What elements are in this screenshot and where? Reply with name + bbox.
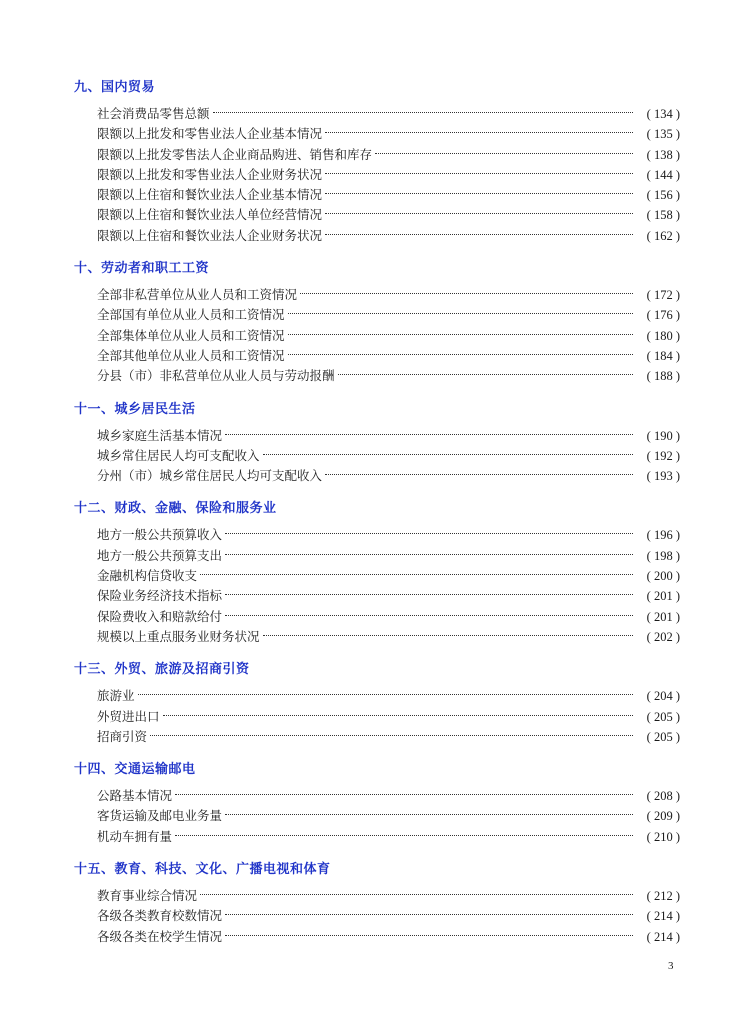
dot-leader	[325, 179, 633, 199]
entry-page-number: ( 188 )	[646, 369, 680, 384]
dot-leader	[288, 320, 633, 340]
entry-page-number: ( 205 )	[646, 709, 680, 724]
toc-sections	[74, 78, 680, 944]
entry-label: 地方一般公共预算支出	[97, 547, 223, 563]
dot-leader	[200, 560, 633, 580]
entry-label: 各级各类在校学生情况	[97, 928, 223, 944]
toc-entry[interactable]	[74, 701, 680, 724]
toc-section	[74, 259, 680, 384]
entry-page-number: ( 144 )	[646, 167, 680, 182]
entry-page-number: ( 214 )	[646, 909, 680, 924]
entry-page-number: ( 198 )	[646, 548, 680, 563]
toc-entry[interactable]	[74, 519, 680, 543]
entry-label: 全部其他单位从业人员和工资情况	[97, 347, 285, 363]
dot-leader	[175, 821, 633, 841]
entry-label: 限额以上批发零售法人企业商品购进、销售和库存	[97, 146, 373, 162]
dot-leader	[175, 780, 633, 800]
dot-leader	[225, 900, 633, 920]
dot-leader	[163, 701, 633, 721]
dot-leader	[375, 139, 633, 159]
entry-label: 限额以上批发和零售业法人企业基本情况	[97, 126, 323, 142]
dot-leader	[225, 601, 633, 621]
entry-page-number: ( 212 )	[646, 889, 680, 904]
dot-leader	[138, 680, 633, 700]
table-of-contents	[74, 78, 680, 960]
dot-leader	[325, 220, 633, 240]
entry-page-number: ( 184 )	[646, 348, 680, 363]
entry-label: 外贸进出口	[97, 708, 160, 724]
entry-page-number: ( 190 )	[646, 428, 680, 443]
section-title[interactable]: 十、劳动者和职工工资	[74, 261, 210, 277]
section-title[interactable]: 十一、城乡居民生活	[74, 401, 196, 417]
section-title[interactable]: 十三、外贸、旅游及招商引资	[74, 662, 250, 678]
dot-leader	[263, 440, 633, 460]
toc-entry[interactable]	[74, 880, 680, 904]
entry-label: 限额以上批发和零售业法人企业财务状况	[97, 166, 323, 182]
entry-page-number: ( 204 )	[646, 689, 680, 704]
dot-leader	[225, 800, 633, 820]
dot-leader	[225, 580, 633, 600]
section-title[interactable]: 十四、交通运输邮电	[74, 762, 196, 778]
dot-leader	[325, 159, 633, 179]
entry-label: 公路基本情况	[97, 788, 173, 804]
entry-page-number: ( 134 )	[646, 107, 680, 121]
entry-page-number: ( 214 )	[646, 929, 680, 944]
entry-label: 限额以上住宿和餐饮业法人企业财务状况	[97, 227, 323, 243]
entry-label: 分州（市）城乡常住居民人均可支配收入	[97, 468, 323, 484]
entry-label: 分县（市）非私营单位从业人员与劳动报酬	[97, 368, 335, 384]
section-title[interactable]: 九、国内贸易	[74, 80, 156, 95]
entry-page-number: ( 156 )	[646, 188, 680, 203]
entry-page-number: ( 135 )	[646, 127, 680, 142]
entry-label: 旅游业	[97, 688, 135, 704]
dot-leader	[200, 880, 633, 900]
entry-page-number: ( 200 )	[646, 569, 680, 584]
entry-page-number: ( 202 )	[646, 629, 680, 644]
entry-label: 客货运输及邮电业务量	[97, 808, 223, 824]
entry-label: 限额以上住宿和餐饮业法人企业基本情况	[97, 187, 323, 203]
entry-page-number: ( 210 )	[646, 829, 680, 844]
toc-section	[74, 499, 680, 644]
entry-label: 全部非私营单位从业人员和工资情况	[97, 287, 298, 303]
entry-page-number: ( 172 )	[646, 288, 680, 303]
entry-page-number: ( 201 )	[646, 609, 680, 624]
toc-section	[74, 860, 680, 944]
dot-leader	[325, 199, 633, 219]
dot-leader	[225, 420, 633, 440]
toc-section	[74, 660, 680, 744]
entry-label: 限额以上住宿和餐饮业法人单位经营情况	[97, 207, 323, 223]
entry-page-number: ( 192 )	[646, 448, 680, 463]
toc-entry[interactable]	[74, 98, 680, 121]
entry-label: 社会消费品零售总额	[97, 106, 210, 121]
entry-label: 各级各类教育校数情况	[97, 908, 223, 924]
entry-label: 城乡家庭生活基本情况	[97, 427, 223, 443]
toc-entry[interactable]	[74, 780, 680, 804]
entry-label: 招商引资	[97, 728, 148, 744]
dot-leader	[300, 279, 633, 299]
entry-page-number: ( 196 )	[646, 528, 680, 543]
entry-label: 机动车拥有量	[97, 828, 173, 844]
dot-leader	[325, 460, 633, 480]
section-title[interactable]: 十五、教育、科技、文化、广播电视和体育	[74, 862, 331, 878]
section-title[interactable]: 十二、财政、金融、保险和服务业	[74, 501, 277, 517]
entry-page-number: ( 201 )	[646, 589, 680, 604]
toc-section	[74, 760, 680, 844]
entry-label: 地方一般公共预算收入	[97, 527, 223, 543]
entry-page-number: ( 208 )	[646, 789, 680, 804]
entry-label: 保险业务经济技术指标	[97, 588, 223, 604]
toc-entry[interactable]	[74, 721, 680, 744]
dot-leader	[213, 98, 633, 118]
toc-section	[74, 78, 680, 243]
entry-page-number: ( 193 )	[646, 469, 680, 484]
dot-leader	[325, 118, 633, 138]
entry-label: 全部集体单位从业人员和工资情况	[97, 327, 285, 343]
dot-leader	[225, 921, 633, 941]
dot-leader	[288, 299, 633, 319]
entry-page-number: ( 162 )	[646, 228, 680, 243]
entry-page-number: ( 209 )	[646, 809, 680, 824]
entry-label: 教育事业综合情况	[97, 888, 198, 904]
page-number: 3	[668, 960, 674, 972]
toc-entry[interactable]	[74, 420, 680, 443]
entry-page-number: ( 205 )	[646, 729, 680, 744]
entry-label: 保险费收入和赔款给付	[97, 608, 223, 624]
entry-page-number: ( 138 )	[646, 147, 680, 162]
entry-label: 城乡常住居民人均可支配收入	[97, 447, 260, 463]
entry-page-number: ( 158 )	[646, 208, 680, 223]
dot-leader	[225, 519, 633, 539]
entry-page-number: ( 176 )	[646, 308, 680, 323]
entry-label: 规模以上重点服务业财务状况	[97, 628, 260, 644]
dot-leader	[338, 360, 633, 380]
dot-leader	[263, 621, 633, 641]
entry-label: 金融机构信贷收支	[97, 568, 198, 584]
toc-section	[74, 400, 680, 484]
dot-leader	[225, 540, 633, 560]
dot-leader	[288, 340, 633, 360]
toc-entry[interactable]	[74, 680, 680, 704]
entry-page-number: ( 180 )	[646, 328, 680, 343]
dot-leader	[150, 721, 633, 741]
toc-entry[interactable]	[74, 279, 680, 303]
entry-label: 全部国有单位从业人员和工资情况	[97, 307, 285, 323]
